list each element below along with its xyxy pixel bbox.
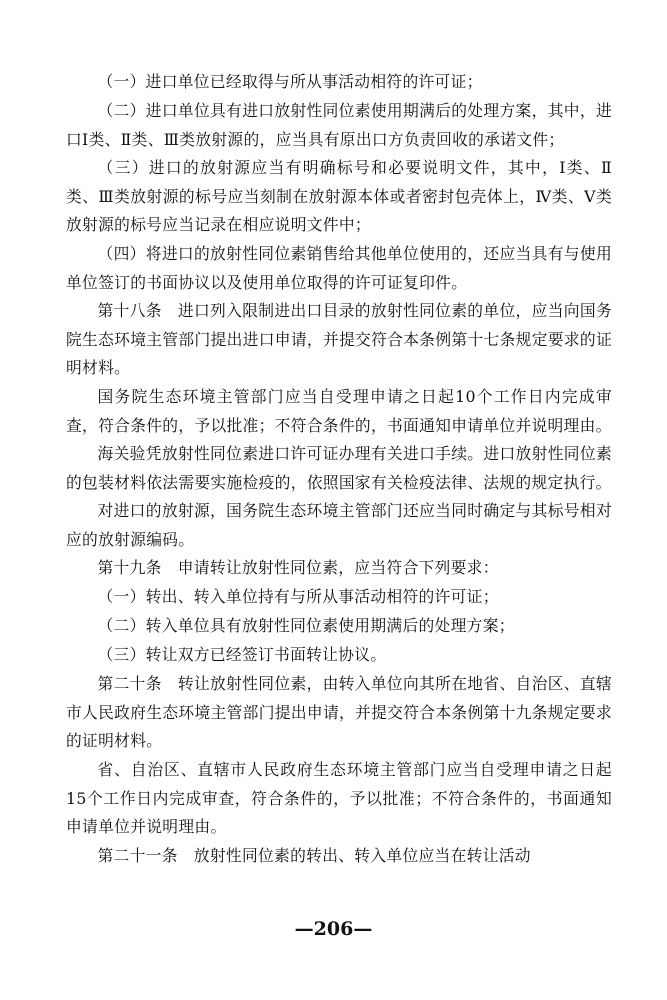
paragraph: （二）转入单位具有放射性同位素使用期满后的处理方案； <box>97 616 515 635</box>
article-21-paragraph: 第二十一条 放射性同位素的转出、转入单位应当在转让活动 <box>97 846 531 865</box>
paragraph: （一）转出、转入单位持有与所从事活动相符的许可证； <box>97 587 499 606</box>
article-19-paragraph: 第十九条 申请转让放射性同位素，应当符合下列要求： <box>97 558 499 577</box>
article-18-paragraph: 第十八条 进口列入限制进出口目录的放射性同位素的单位，应当向国务院生态环境主管部门提出进口申请，并提交符合本条例第十七条规定要求的证明材料。 <box>66 301 612 378</box>
paragraph: （三）进口的放射源应当有明确标号和必要说明文件，其中，Ⅰ类、Ⅱ类、Ⅲ类放射源的标号应当刻制在放射源本体或者密封包壳体上，Ⅳ类、Ⅴ类放射源的标号应当记录在相应说明文件中； <box>66 158 612 235</box>
paragraph: （三）转让双方已经签订书面转让协议。 <box>97 645 387 664</box>
paragraph: 对进口的放射源，国务院生态环境主管部门还应当同时确定与其标号相对应的放射源编码。 <box>66 501 612 549</box>
page-number: —206— <box>294 918 373 940</box>
paragraph: （二）进口单位具有进口放射性同位素使用期满后的处理方案，其中，进口Ⅰ类、Ⅱ类、Ⅲ类放射源的，应当具有原出口方负责回收的承诺文件； <box>66 101 612 149</box>
article-20-paragraph: 第二十条 转让放射性同位素，由转入单位向其所在地省、自治区、直辖市人民政府生态环境主管部门提出申请，并提交符合本条例第十九条规定要求的证明材料。 <box>66 674 612 751</box>
paragraph: 省、自治区、直辖市人民政府生态环境主管部门应当自受理申请之日起15个工作日内完成审查，符合条件的，予以批准；不符合条件的，书面通知申请单位并说明理由。 <box>66 760 612 837</box>
paragraph: 海关验凭放射性同位素进口许可证办理有关进口手续。进口放射性同位素的包装材料依法需要实施检疫的，依照国家有关检疫法律、法规的规定执行。 <box>66 444 612 492</box>
paragraph: （四）将进口的放射性同位素销售给其他单位使用的，还应当具有与使用单位签订的书面协议以及使用单位取得的许可证复印件。 <box>66 244 612 292</box>
paragraph: （一）进口单位已经取得与所从事活动相符的许可证； <box>97 72 483 91</box>
paragraph: 国务院生态环境主管部门应当自受理申请之日起10个工作日内完成审查，符合条件的，予以批准；不符合条件的，书面通知申请单位并说明理由。 <box>66 387 612 435</box>
